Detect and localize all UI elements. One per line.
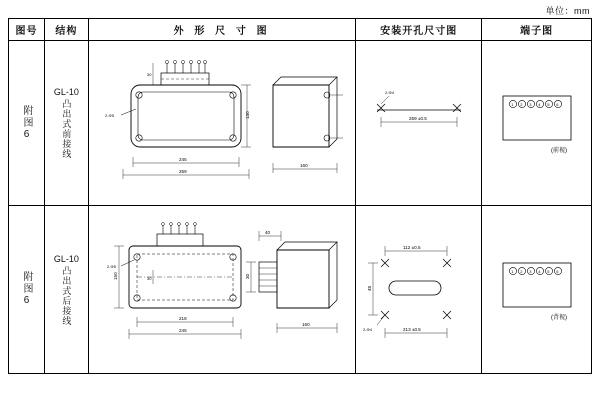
svg-text:30: 30 bbox=[245, 273, 251, 279]
svg-text:150: 150 bbox=[113, 272, 119, 280]
svg-text:2: 2 bbox=[519, 102, 523, 108]
fig-no-label: 附图6 bbox=[20, 104, 32, 142]
svg-text:213 ±0.5: 213 ±0.5 bbox=[402, 326, 421, 332]
svg-text:130: 130 bbox=[245, 111, 251, 120]
terminal-caption-front: (前视) bbox=[550, 148, 567, 155]
svg-text:160: 160 bbox=[300, 163, 308, 169]
structure-text-label: 凸出式前接线 bbox=[61, 99, 72, 160]
header-label-terminal: 端子图 bbox=[520, 25, 554, 37]
terminal-drawing-rear bbox=[485, 215, 589, 365]
cell-terminal-drawing bbox=[482, 206, 591, 373]
svg-text:6: 6 bbox=[555, 102, 559, 108]
header-cell-fig-no bbox=[9, 19, 45, 40]
table-row bbox=[9, 206, 591, 373]
header-label-mounting: 安装开孔尺寸图 bbox=[380, 25, 458, 37]
terminal-drawing-front bbox=[485, 48, 589, 198]
header-label-structure: 结构 bbox=[55, 25, 78, 37]
svg-text:6: 6 bbox=[555, 268, 559, 274]
svg-text:218: 218 bbox=[179, 315, 187, 321]
svg-text:5: 5 bbox=[546, 268, 550, 274]
structure-code-label: GL-10 bbox=[53, 87, 79, 98]
cell-outline-drawing bbox=[89, 41, 357, 206]
svg-text:259: 259 bbox=[179, 169, 187, 175]
svg-text:3: 3 bbox=[528, 268, 532, 274]
outline-drawing-front bbox=[91, 43, 353, 203]
cell-fig-no bbox=[9, 41, 45, 206]
header-label-fig-no: 图号 bbox=[15, 25, 38, 37]
header-cell-mounting bbox=[356, 19, 482, 40]
cell-outline-drawing bbox=[89, 206, 357, 373]
svg-text:40: 40 bbox=[265, 229, 271, 235]
mounting-drawing-front bbox=[359, 48, 479, 198]
svg-text:30: 30 bbox=[147, 275, 152, 281]
svg-text:245: 245 bbox=[179, 327, 187, 333]
svg-text:3: 3 bbox=[528, 102, 532, 108]
svg-text:2-Φ4: 2-Φ4 bbox=[384, 90, 394, 96]
svg-text:160: 160 bbox=[302, 321, 310, 327]
fig-no-label: 附图6 bbox=[20, 271, 32, 309]
svg-text:30: 30 bbox=[147, 72, 152, 78]
unit-note: 单位：mm bbox=[545, 6, 590, 16]
header-cell-terminal bbox=[482, 19, 591, 40]
structure-text-label: 凸出式后接线 bbox=[61, 265, 72, 326]
mounting-drawing-rear bbox=[359, 215, 479, 365]
header-cell-structure bbox=[45, 19, 89, 40]
outline-drawing-rear bbox=[91, 210, 353, 370]
svg-text:245: 245 bbox=[179, 157, 187, 163]
cell-mounting-drawing bbox=[356, 206, 482, 373]
svg-text:48: 48 bbox=[366, 285, 372, 291]
svg-text:112 ±0.5: 112 ±0.5 bbox=[402, 244, 421, 250]
spec-table bbox=[8, 18, 592, 374]
table-header-row bbox=[9, 19, 591, 41]
cell-mounting-drawing bbox=[356, 41, 482, 206]
svg-text:2-Φ5: 2-Φ5 bbox=[107, 263, 117, 269]
cell-terminal-drawing bbox=[482, 41, 591, 206]
table-row bbox=[9, 41, 591, 207]
svg-text:2-Φ5: 2-Φ5 bbox=[105, 113, 115, 119]
svg-text:2-Φ4: 2-Φ4 bbox=[362, 326, 372, 332]
svg-text:4: 4 bbox=[537, 102, 541, 108]
svg-text:259 ±0.5: 259 ±0.5 bbox=[408, 116, 427, 122]
cell-fig-no bbox=[9, 206, 45, 373]
svg-text:4: 4 bbox=[537, 268, 541, 274]
svg-text:1: 1 bbox=[510, 102, 514, 108]
header-cell-outline bbox=[89, 19, 357, 40]
cell-structure bbox=[45, 206, 89, 373]
svg-text:1: 1 bbox=[510, 268, 514, 274]
svg-text:5: 5 bbox=[546, 102, 550, 108]
terminal-caption-rear: (背视) bbox=[550, 314, 567, 321]
header-label-outline: 外 形 尺 寸 图 bbox=[173, 25, 271, 37]
structure-code-label: GL-10 bbox=[53, 253, 79, 264]
svg-text:2: 2 bbox=[519, 268, 523, 274]
cell-structure bbox=[45, 41, 89, 206]
